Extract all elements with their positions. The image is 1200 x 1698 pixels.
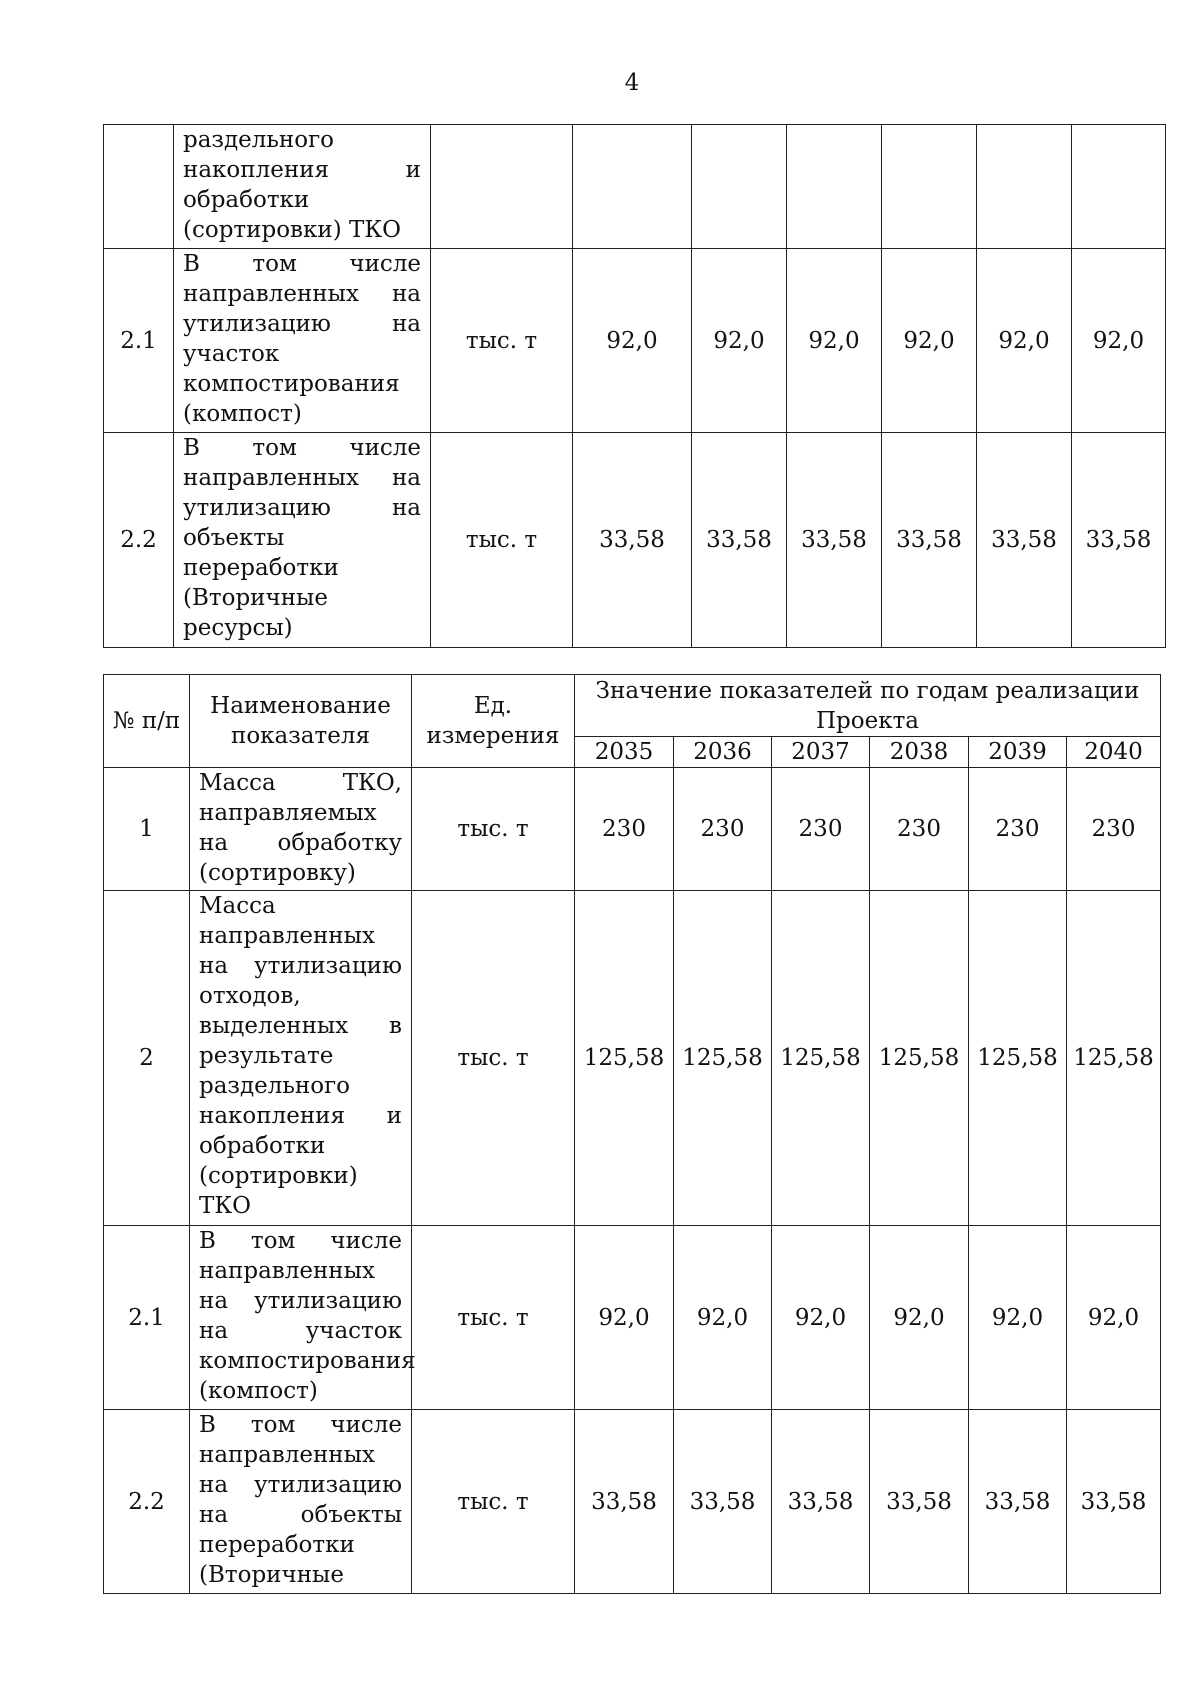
- value-cell: 33,58: [787, 433, 882, 648]
- value-cell: 230: [575, 768, 674, 891]
- indicator-name: раздельного накопления и обработки (сортировки) ТКО: [174, 125, 431, 249]
- unit-cell: тыс. т: [431, 249, 573, 433]
- value-cell: 92,0: [1072, 249, 1166, 433]
- value-cell: 33,58: [1072, 433, 1166, 648]
- row-number: 1: [104, 768, 190, 891]
- value-cell: [573, 125, 692, 249]
- row-number: 2: [104, 891, 190, 1226]
- value-cell: 92,0: [977, 249, 1072, 433]
- indicator-name: В том числе направленных на утилизацию на участок компостирования (компост): [174, 249, 431, 433]
- unit-cell: тыс. т: [412, 891, 575, 1226]
- value-cell: 125,58: [575, 891, 674, 1226]
- value-cell: 33,58: [977, 433, 1072, 648]
- row-number: 2.1: [104, 249, 174, 433]
- table-row: [104, 891, 1161, 1226]
- year-header: 2040: [1067, 737, 1161, 768]
- unit-cell: тыс. т: [431, 433, 573, 648]
- value-cell: 33,58: [969, 1410, 1067, 1594]
- table-row: [104, 125, 1166, 249]
- indicators-table: [103, 674, 1161, 1594]
- unit-cell: тыс. т: [412, 1410, 575, 1594]
- page-number: 4: [624, 70, 640, 96]
- unit-cell: тыс. т: [412, 1226, 575, 1410]
- value-cell: 92,0: [1067, 1226, 1161, 1410]
- value-cell: 125,58: [674, 891, 772, 1226]
- value-cell: 125,58: [772, 891, 870, 1226]
- value-cell: 125,58: [969, 891, 1067, 1226]
- value-cell: [977, 125, 1072, 249]
- value-cell: 92,0: [575, 1226, 674, 1410]
- row-number: 2.2: [104, 1410, 190, 1594]
- table-header-row: [104, 675, 1161, 737]
- value-cell: 125,58: [870, 891, 969, 1226]
- header-row-number: № п/п: [104, 675, 190, 768]
- header-indicator-name: Наименование показателя: [190, 675, 412, 768]
- value-cell: 92,0: [674, 1226, 772, 1410]
- indicator-name: В том числе направленных на утилизацию на объекты переработки (Вторичные: [190, 1410, 412, 1594]
- table-row: [104, 1226, 1161, 1410]
- value-cell: 92,0: [692, 249, 787, 433]
- value-cell: 230: [1067, 768, 1161, 891]
- table-row: [104, 768, 1161, 891]
- value-cell: [882, 125, 977, 249]
- indicator-name: В том числе направленных на утилизацию на объекты переработки (Вторичные ресурсы): [174, 433, 431, 648]
- header-years-group: Значение показателей по годам реализации Проекта: [575, 675, 1161, 737]
- table-row: [104, 1410, 1161, 1594]
- value-cell: 33,58: [692, 433, 787, 648]
- indicator-name: В том числе направленных на утилизацию на участок компостирования (компост): [190, 1226, 412, 1410]
- value-cell: [787, 125, 882, 249]
- value-cell: 33,58: [674, 1410, 772, 1594]
- value-cell: 230: [674, 768, 772, 891]
- indicators-table-continued: [103, 124, 1166, 648]
- value-cell: 92,0: [772, 1226, 870, 1410]
- value-cell: 230: [870, 768, 969, 891]
- value-cell: 92,0: [787, 249, 882, 433]
- value-cell: 230: [969, 768, 1067, 891]
- row-number: 2.2: [104, 433, 174, 648]
- value-cell: 33,58: [772, 1410, 870, 1594]
- row-number: 2.1: [104, 1226, 190, 1410]
- value-cell: [1072, 125, 1166, 249]
- year-header: 2036: [674, 737, 772, 768]
- value-cell: 33,58: [870, 1410, 969, 1594]
- value-cell: 125,58: [1067, 891, 1161, 1226]
- unit-cell: [431, 125, 573, 249]
- indicator-name: Масса ТКО, направляемых на обработку (сортировку): [190, 768, 412, 891]
- value-cell: 230: [772, 768, 870, 891]
- value-cell: 33,58: [575, 1410, 674, 1594]
- year-header: 2037: [772, 737, 870, 768]
- value-cell: [692, 125, 787, 249]
- year-header: 2039: [969, 737, 1067, 768]
- header-unit: Ед. измерения: [412, 675, 575, 768]
- value-cell: 33,58: [1067, 1410, 1161, 1594]
- row-number: [104, 125, 174, 249]
- value-cell: 33,58: [882, 433, 977, 648]
- value-cell: 92,0: [573, 249, 692, 433]
- value-cell: 92,0: [870, 1226, 969, 1410]
- indicator-name: Масса направленных на утилизацию отходов, выделенных в результате раздельного накопления и обработки (сортировки) ТКО: [190, 891, 412, 1226]
- table-row: [104, 249, 1166, 433]
- year-header: 2038: [870, 737, 969, 768]
- value-cell: 92,0: [969, 1226, 1067, 1410]
- value-cell: 33,58: [573, 433, 692, 648]
- table-row: [104, 433, 1166, 648]
- unit-cell: тыс. т: [412, 768, 575, 891]
- value-cell: 92,0: [882, 249, 977, 433]
- year-header: 2035: [575, 737, 674, 768]
